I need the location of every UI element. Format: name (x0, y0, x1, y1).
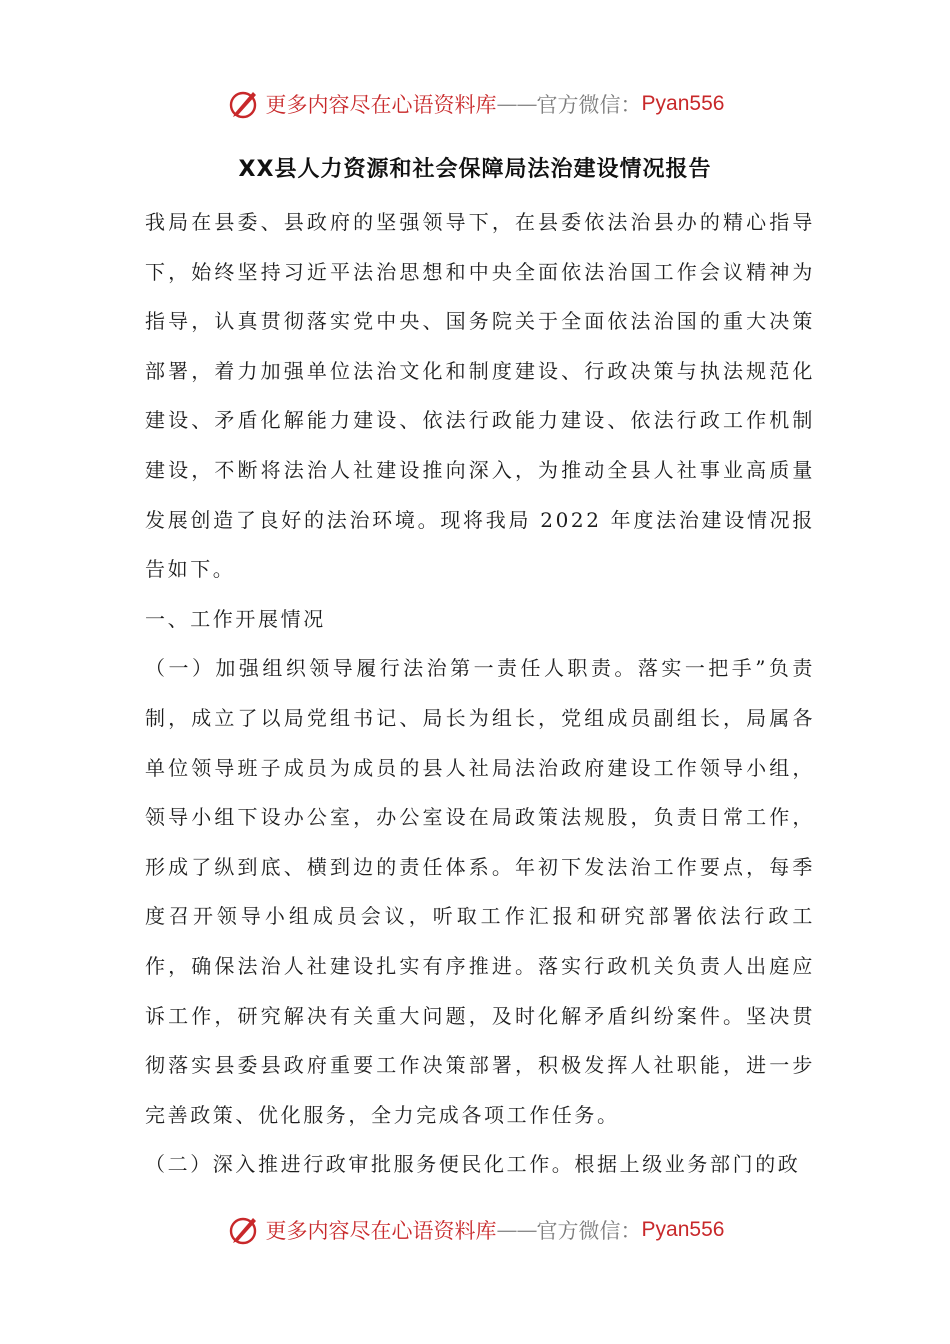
paragraph-1: （一）加强组织领导履行法治第一责任人职责。落实一把手”负责制，成立了以局党组书记、局长为组长，党组成员副组长，局属各单位领导班子成员为成员的县人社局法治政府建设工作领导小组，领导小组下设办公室，办公室设在局政策法规股，负责日常工作，形成了纵到底、横到边的责任体系。年初下发法治工作要点，每季度召开领导小组成员会议，听取工作汇报和研究部署依法行政工作，确保法治人社建设扎实有序推进。落实行政机关负责人出庭应诉工作，研究解决有关重大问题，及时化解矛盾纠纷案件。坚决贯彻落实县委县政府重要工作决策部署，积极发挥人社职能，进一步完善政策、优化服务，全力完成各项工作任务。 (145, 656, 815, 1127)
quill-logo-icon (226, 1212, 262, 1248)
paragraph-2: （二）深入推进行政审批服务便民化工作。根据上级业务部门的政 (145, 1152, 801, 1177)
banner-label: 官方微信： (536, 93, 642, 117)
banner-wechat-id: Pyan556 (641, 92, 725, 115)
banner-dash: —— (496, 92, 537, 116)
footer-watermark-banner (0, 1208, 950, 1252)
document-title: XX县人力资源和社会保障局法治建设情况报告 (238, 157, 712, 182)
banner-dash: —— (496, 1218, 537, 1242)
intro-paragraph: 我局在县委、县政府的坚强领导下，在县委依法治县办的精心指导下，始终坚持习近平法治思想和中央全面依法治国工作会议精神为指导，认真贯彻落实党中央、国务院关于全面依法治国的重大决策部署，着力加强单位法治文化和制度建设、行政决策与执法规范化建设、矛盾化解能力建设、依法行政能力建设、依法行政工作机制建设，不断将法治人社建设推向深入，为推动全县人社事业高质量发展创造了良好的法治环境。现将我局 2022 年度法治建设情况报告如下。 (145, 210, 815, 582)
banner-wechat-id: Pyan556 (641, 1218, 725, 1241)
document-body (145, 198, 815, 1190)
header-watermark-banner (0, 82, 950, 126)
section-heading: 一、工作开展情况 (145, 606, 326, 631)
quill-logo-icon (226, 86, 262, 122)
banner-brand-text: 更多内容尽在心语资料库 (265, 93, 497, 117)
banner-label: 官方微信： (536, 1219, 642, 1243)
banner-brand-text: 更多内容尽在心语资料库 (265, 1219, 497, 1243)
